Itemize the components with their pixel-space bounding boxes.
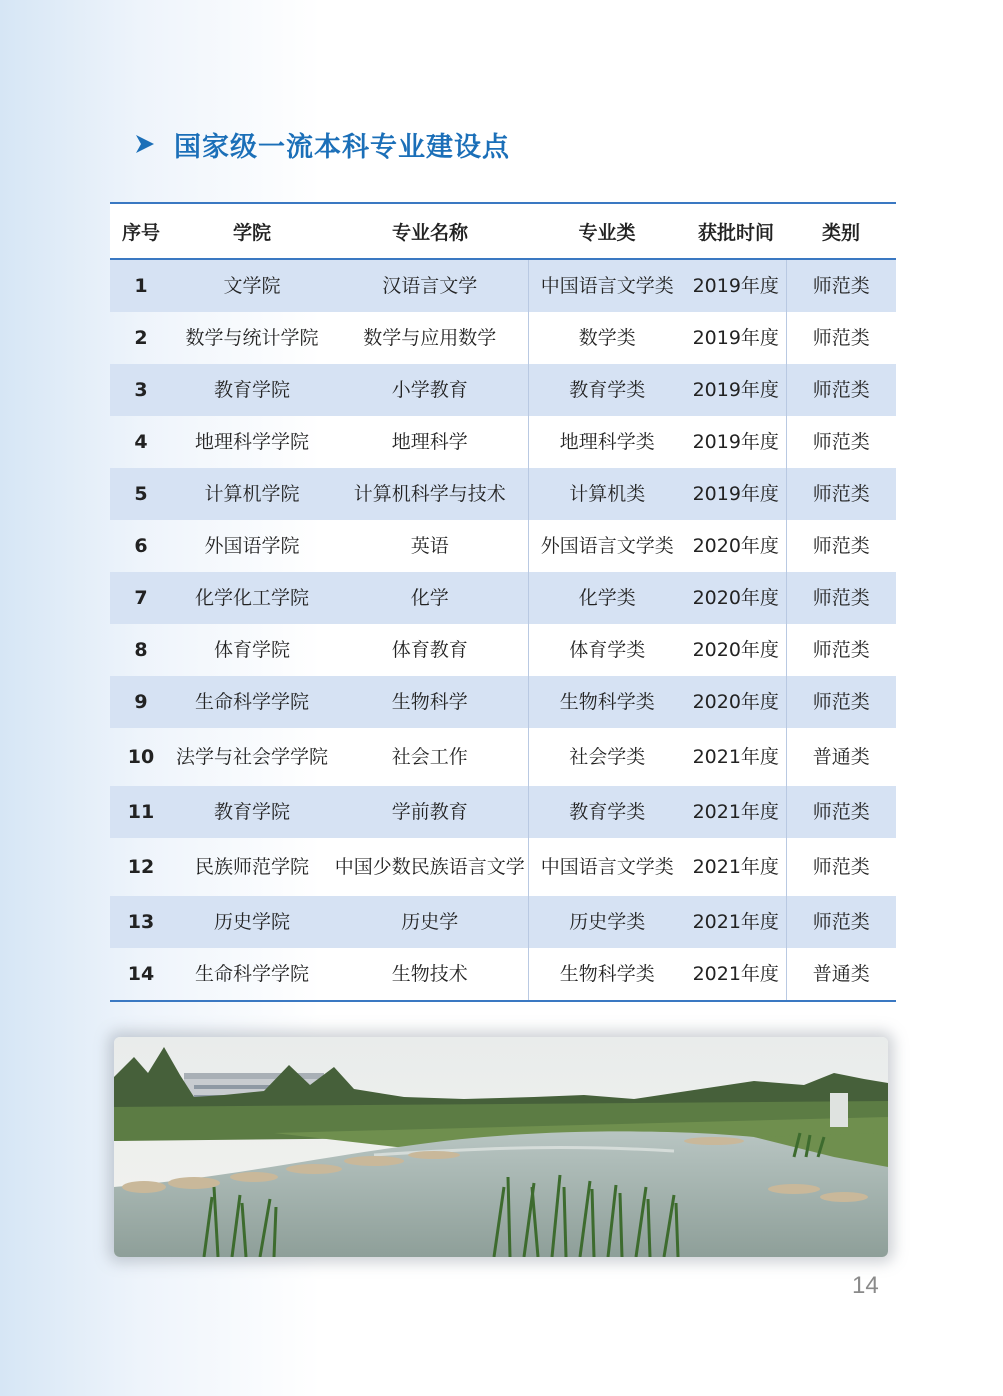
row-year: 2019年度 <box>686 259 786 312</box>
row-category: 地理科学类 <box>528 416 686 468</box>
table-row <box>110 624 896 676</box>
row-category: 教育学类 <box>528 364 686 416</box>
row-category: 中国语言文学类 <box>528 259 686 312</box>
row-college: 历史学院 <box>172 896 332 948</box>
header-index: 序号 <box>110 203 172 259</box>
row-college: 生命科学学院 <box>172 676 332 728</box>
row-college: 外国语学院 <box>204 535 300 557</box>
row-type: 师范类 <box>786 468 896 520</box>
row-type: 普通类 <box>786 728 896 786</box>
row-major: 体育教育 <box>391 639 468 661</box>
row-index: 9 <box>110 676 172 728</box>
row-type: 师范类 <box>786 312 896 364</box>
row-year: 2019年度 <box>692 327 779 349</box>
row-type: 师范类 <box>786 520 896 572</box>
table-row <box>110 676 896 728</box>
row-college: 地理科学学院 <box>194 431 309 453</box>
row-year: 2021年度 <box>686 896 786 948</box>
row-category: 化学类 <box>528 572 686 624</box>
row-college: 文学院 <box>172 259 332 312</box>
row-major: 小学教育 <box>332 364 528 416</box>
table-row <box>110 896 896 948</box>
row-major: 生物技术 <box>332 948 528 1001</box>
table-row <box>110 416 896 468</box>
row-index: 12 <box>127 856 155 878</box>
row-category: 生物科学类 <box>528 676 686 728</box>
row-year: 2020年度 <box>686 572 786 624</box>
table-row <box>110 259 896 312</box>
row-index: 6 <box>134 535 148 557</box>
row-category: 外国语言文学类 <box>528 520 686 572</box>
section-title <box>134 124 510 164</box>
table-row <box>110 364 896 416</box>
table-row <box>110 312 896 364</box>
row-major: 汉语言文学 <box>332 259 528 312</box>
row-index: 8 <box>134 639 148 661</box>
row-index: 5 <box>110 468 172 520</box>
header-type: 类别 <box>786 203 896 259</box>
row-major: 数学与应用数学 <box>363 327 497 349</box>
row-type: 师范类 <box>786 364 896 416</box>
row-major: 英语 <box>410 535 449 557</box>
row-year: 2020年度 <box>692 535 779 557</box>
row-index: 4 <box>134 431 148 453</box>
row-major: 计算机科学与技术 <box>332 468 528 520</box>
row-college: 计算机学院 <box>172 468 332 520</box>
row-index: 10 <box>127 746 155 768</box>
row-index: 3 <box>110 364 172 416</box>
row-type: 普通类 <box>786 948 896 1001</box>
row-major: 历史学 <box>332 896 528 948</box>
row-index: 2 <box>134 327 148 349</box>
row-college: 化学化工学院 <box>172 572 332 624</box>
row-major: 生物科学 <box>332 676 528 728</box>
table-header-row <box>110 203 896 259</box>
campus-pond-illustration <box>114 1037 888 1257</box>
row-index: 13 <box>110 896 172 948</box>
row-major: 社会工作 <box>391 746 468 768</box>
row-college: 民族师范学院 <box>194 856 309 878</box>
campus-pond-photo <box>114 1037 888 1257</box>
row-type: 师范类 <box>786 572 896 624</box>
row-year: 2019年度 <box>686 468 786 520</box>
table-row <box>110 728 896 786</box>
row-type: 师范类 <box>786 786 896 838</box>
row-type: 师范类 <box>786 259 896 312</box>
row-index: 14 <box>110 948 172 1001</box>
row-year: 2020年度 <box>692 639 779 661</box>
row-type: 师范类 <box>786 416 896 468</box>
arrow-bullet-icon <box>134 133 156 155</box>
majors-table <box>110 202 896 1002</box>
row-college: 生命科学学院 <box>172 948 332 1001</box>
row-category: 生物科学类 <box>528 948 686 1001</box>
row-category: 体育学类 <box>528 624 686 676</box>
row-category: 教育学类 <box>528 786 686 838</box>
row-type: 师范类 <box>786 838 896 896</box>
row-year: 2020年度 <box>686 676 786 728</box>
row-category: 数学类 <box>528 312 686 364</box>
header-major: 专业名称 <box>332 203 528 259</box>
row-year: 2021年度 <box>692 856 779 878</box>
row-major: 化学 <box>332 572 528 624</box>
header-category: 专业类 <box>528 203 686 259</box>
header-approved-year: 获批时间 <box>686 203 786 259</box>
row-category: 历史学类 <box>528 896 686 948</box>
table-row <box>110 572 896 624</box>
row-major: 学前教育 <box>332 786 528 838</box>
row-index: 1 <box>110 259 172 312</box>
table-row <box>110 786 896 838</box>
row-category: 计算机类 <box>528 468 686 520</box>
row-college: 教育学院 <box>172 786 332 838</box>
table-row <box>110 838 896 896</box>
table-row <box>110 520 896 572</box>
row-year: 2021年度 <box>686 786 786 838</box>
row-major: 地理科学 <box>391 431 468 453</box>
row-category: 社会学类 <box>528 728 686 786</box>
header-college: 学院 <box>172 203 332 259</box>
row-category: 中国语言文学类 <box>528 838 686 896</box>
row-index: 7 <box>110 572 172 624</box>
row-type: 师范类 <box>786 896 896 948</box>
row-year: 2021年度 <box>692 746 779 768</box>
table-row <box>110 468 896 520</box>
page-title: 国家级一流本科专业建设点 <box>174 131 510 163</box>
row-year: 2019年度 <box>686 364 786 416</box>
row-type: 师范类 <box>786 624 896 676</box>
page-number: 14 <box>852 1272 879 1299</box>
row-year: 2021年度 <box>686 948 786 1001</box>
row-college: 法学与社会学学院 <box>175 746 328 768</box>
row-year: 2019年度 <box>692 431 779 453</box>
row-college: 体育学院 <box>213 639 290 661</box>
row-college: 数学与统计学院 <box>185 327 319 349</box>
table-row <box>110 948 896 1001</box>
row-college: 教育学院 <box>172 364 332 416</box>
row-index: 11 <box>110 786 172 838</box>
row-type: 师范类 <box>786 676 896 728</box>
row-major: 中国少数民族语言文学 <box>334 856 525 878</box>
